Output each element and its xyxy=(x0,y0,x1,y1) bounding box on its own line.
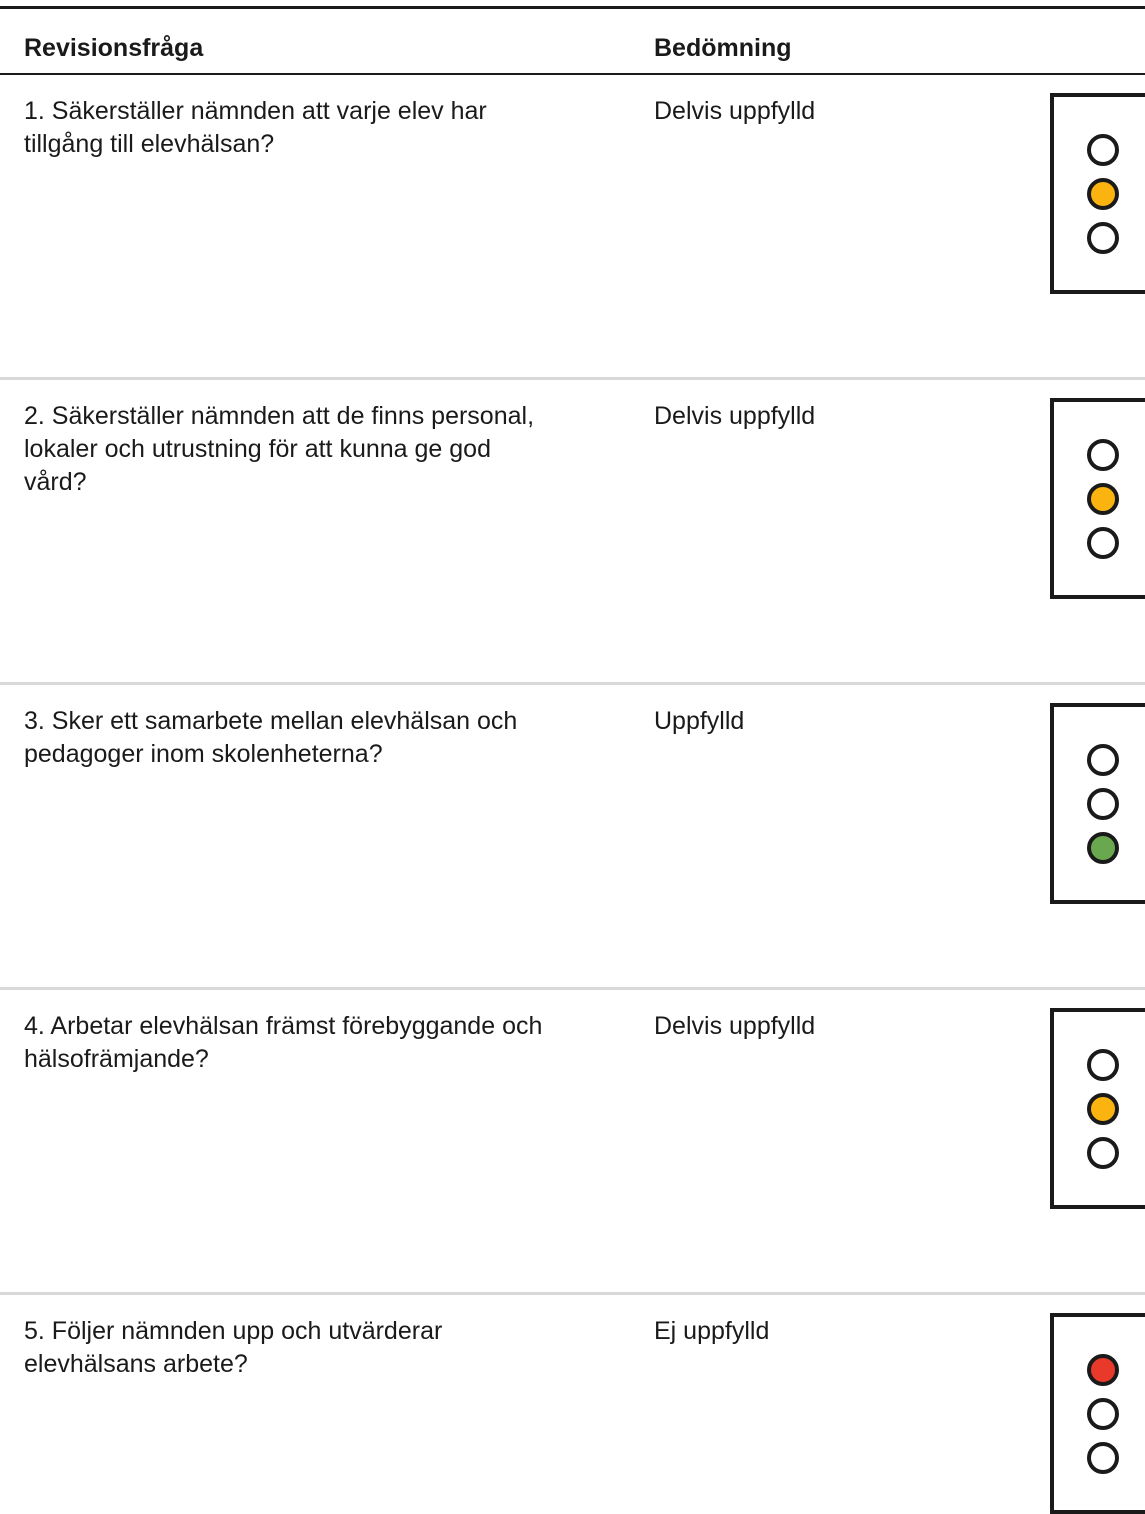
red-lamp-icon xyxy=(1087,1049,1119,1081)
traffic-light-icon xyxy=(1050,93,1145,294)
red-lamp-icon xyxy=(1087,1354,1119,1386)
row-question: 4. Arbetar elevhälsan främst förebyggande och hälsofrämjande? xyxy=(24,1012,543,1073)
traffic-light-icon xyxy=(1050,703,1145,904)
row-rating: Delvis uppfylld xyxy=(654,402,816,430)
table-row xyxy=(0,685,1145,990)
red-lamp-icon xyxy=(1087,744,1119,776)
row-rating: Uppfylld xyxy=(654,707,745,735)
table-header xyxy=(0,9,1145,73)
row-rating: Ej uppfylld xyxy=(654,1317,770,1345)
table-row xyxy=(0,990,1145,1295)
yellow-lamp-icon xyxy=(1087,1093,1119,1125)
green-lamp-icon xyxy=(1087,1137,1119,1169)
table-row xyxy=(0,1295,1145,1492)
row-rating: Delvis uppfylld xyxy=(654,97,816,125)
red-lamp-icon xyxy=(1087,134,1119,166)
green-lamp-icon xyxy=(1087,222,1119,254)
yellow-lamp-icon xyxy=(1087,178,1119,210)
row-question: 5. Följer nämnden upp och utvärderar elevhälsans arbete? xyxy=(24,1317,443,1378)
header-question: Revisionsfråga xyxy=(24,34,204,62)
table-row xyxy=(0,380,1145,685)
green-lamp-icon xyxy=(1087,1442,1119,1474)
yellow-lamp-icon xyxy=(1087,483,1119,515)
row-rating: Delvis uppfylld xyxy=(654,1012,816,1040)
yellow-lamp-icon xyxy=(1087,1398,1119,1430)
green-lamp-icon xyxy=(1087,832,1119,864)
traffic-light-icon xyxy=(1050,1313,1145,1514)
row-question: 1. Säkerställer nämnden att varje elev har tillgång till elevhälsan? xyxy=(24,97,487,158)
row-question: 3. Sker ett samarbete mellan elevhälsan och pedagoger inom skolenheterna? xyxy=(24,707,518,768)
traffic-light-icon xyxy=(1050,1008,1145,1209)
green-lamp-icon xyxy=(1087,527,1119,559)
traffic-light-icon xyxy=(1050,398,1145,599)
header-rating: Bedömning xyxy=(654,34,792,62)
red-lamp-icon xyxy=(1087,439,1119,471)
table-row xyxy=(0,75,1145,380)
row-question: 2. Säkerställer nämnden att de finns personal, lokaler och utrustning för att kunna ge god vård? xyxy=(24,402,535,496)
yellow-lamp-icon xyxy=(1087,788,1119,820)
